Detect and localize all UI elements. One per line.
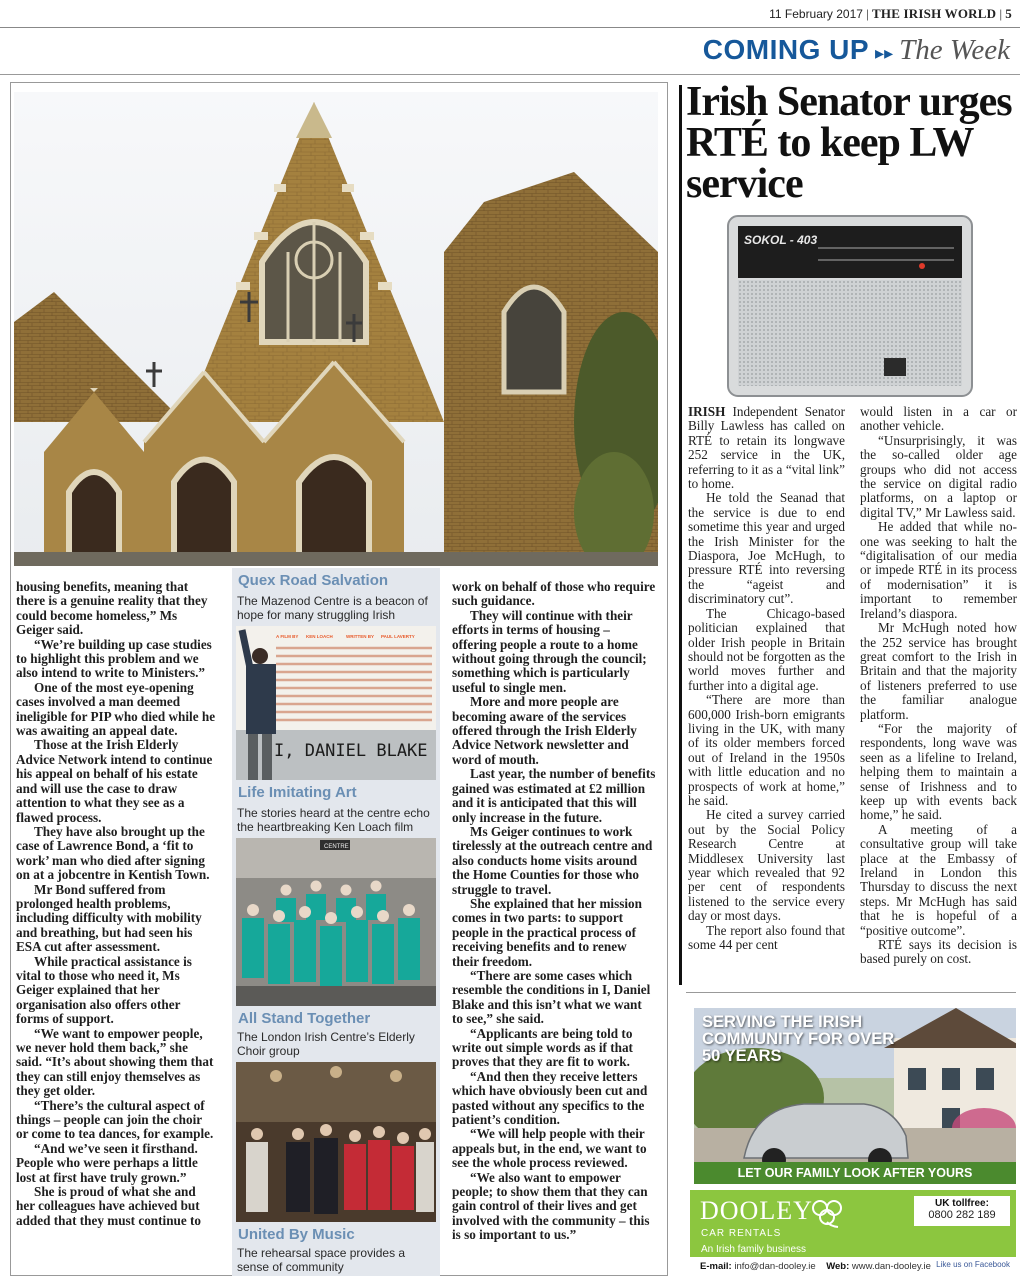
ad-headline: SERVING THE IRISH COMMUNITY FOR OVER 50 YEARS — [702, 1013, 895, 1065]
paragraph: “Applicants are being told to write out simple words as if that proves that they are fit to work. — [452, 1025, 633, 1070]
dooley-ad[interactable] — [690, 1190, 1016, 1276]
sidebar-heading-1: Quex Road Salvation — [238, 572, 389, 589]
serving-ad[interactable] — [694, 1008, 1016, 1184]
paragraph: Last year, the number of benefits gained was estimated at £2 million and it is anticipated that this will only increase in the future. — [452, 766, 656, 825]
paragraph: would listen in a car or another vehicle. — [860, 404, 1017, 434]
paragraph: “There are more than 600,000 Irish-born emigrants living in the UK, with many of its older members forced out of Ireland in the 1950s with little education and no prospects of work at home,” he said. — [688, 692, 845, 808]
section-heading — [703, 34, 1010, 70]
story-headline: Irish Senator urges RTÉ to keep LW service — [686, 79, 1012, 207]
paragraph: While practical assistance is vital to those who need it, Ms Geiger explained that her organisation also offers other forms of support. — [16, 953, 192, 1027]
paragraph: “We will help people with their appeals but, in the end, we want to see the whole process reviewed. — [452, 1126, 647, 1171]
paragraph: “There’s the cultural aspect of things – people can join the choir or come to tea dances, for example. — [16, 1097, 214, 1142]
dooley-subtitle: CAR RENTALS — [701, 1228, 782, 1239]
centre-sign: CENTRE — [324, 844, 349, 850]
dooley-brand: DOOLEY — [700, 1196, 813, 1225]
paragraph: He added that while no-one was seeking to halt the “digitalisation of our media or impede RTÉ in its process of modernisation” it is important to remember Ireland’s diaspora. — [860, 519, 1017, 621]
paragraph: housing benefits, meaning that there is a genuine reality that they could become homeless,” Ms Geiger said. — [16, 579, 208, 638]
radio-photo — [718, 208, 980, 404]
page-number: 5 — [1005, 6, 1012, 21]
paragraph: “There are some cases which resemble the conditions in I, Daniel Blake and this isn’t what we want to see,” she said. — [452, 967, 651, 1027]
choir-illustration — [236, 838, 436, 1006]
paragraph: “For the majority of respondents, long wave was seen as a lifeline to Ireland, helping them to maintain a sense of Irishness and to keep up with events back home,” he said. — [860, 720, 1017, 823]
paragraph: A meeting of a consultative group will take place at the Embassy of Ireland in London this Thursday to discuss the next steps. Mr McHugh has said that he is hopeful of a “positive outcome”. — [860, 821, 1017, 938]
sidebar-heading-4: United By Music — [238, 1226, 355, 1243]
sidebar-heading-3: All Stand Together — [238, 1010, 371, 1027]
tollfree-box — [914, 1196, 1010, 1226]
facebook-icon[interactable]: Like us on Facebook — [936, 1260, 1010, 1269]
paragraph: He told the Seanad that the service is due to end sometime this year and urged the Irish Minister for the Diaspora, Joe McHugh, to pressure RTÉ into reversing the “ageist and discriminatory cut”. — [688, 490, 845, 607]
lead-text: Independent Senator Billy Lawless has called on RTÉ to retain its longwave 252 service in the UK, referring to it as a “vital link” to home. — [688, 404, 846, 492]
feature-column-3 — [452, 580, 656, 1243]
radio-brand: SOKOL - 403 — [744, 233, 818, 247]
choir-photo — [236, 838, 436, 1006]
paragraph: One of the most eye-opening cases involved a man deemed ineligible for PIP who died while he was awaiting an appeal date. — [16, 679, 216, 739]
paragraph: RTÉ says its decision is based purely on cost. — [860, 937, 1017, 967]
paragraph: “We want to empower people, we never hold them back,” she said. “It’s about showing them that they can still enjoy themselves as they get older. — [16, 1025, 214, 1099]
ad-divider — [686, 992, 1016, 993]
publication-name: THE IRISH WORLD — [872, 6, 997, 21]
poster-credit-a: A FILM BY — [276, 634, 299, 639]
issue-date: 11 February 2017 — [769, 7, 863, 21]
story-column-2 — [860, 405, 1017, 967]
web-link[interactable]: www.dan-dooley.ie — [851, 1261, 931, 1272]
radio-illustration — [718, 208, 980, 404]
sidebar-heading-2: Life Imitating Art — [238, 784, 357, 801]
paragraph: work on behalf of those who require such guidance. — [452, 579, 656, 609]
poster-title: I, DANIEL BLAKE — [274, 741, 428, 761]
paragraph: He cited a survey carried out by the Social Policy Research Centre at Middlesex University last year which revealed that 92 per cent of respondents listened to the service every day or most days. — [688, 807, 845, 924]
paragraph: Mr McHugh noted how the 252 service has brought great comfort to the Irish in Britain and that the majority of listeners preferred to use the familiar analogue platform. — [860, 620, 1017, 722]
tollfree-label: UK tollfree: — [935, 1198, 989, 1209]
church-photo — [14, 92, 658, 566]
paragraph: “We’re building up case studies to highlight this problem and we also intend to write to Ministers.” — [16, 636, 212, 681]
paragraph: She explained that her mission comes in two parts: to support people in the practical process of receiving benefits and to renew their freedom. — [452, 895, 642, 969]
double-arrow-icon: ▸▸ — [875, 43, 894, 64]
story-column-1 — [688, 405, 845, 952]
rehearsal-illustration — [236, 1062, 436, 1222]
paragraph — [688, 405, 845, 491]
paragraph: The Chicago-based politician explained that older Irish people in Britain should not be forgotten as the world moves further and further into a digital age. — [688, 605, 845, 693]
ad-slogan: LET OUR FAMILY LOOK AFTER YOURS — [694, 1162, 1016, 1184]
film-poster-illustration — [236, 626, 436, 780]
paragraph: Ms Geiger continues to work tirelessly at the outreach centre and also conducts home visits around the Home Counties for those who struggle to travel. — [452, 823, 653, 897]
sidebar-caption-1: The Mazenod Centre is a beacon of hope for many struggling Irish — [237, 594, 428, 622]
section-subtitle: The Week — [899, 34, 1010, 66]
sidebar-caption-3: The London Irish Centre’s Elderly Choir group — [237, 1030, 415, 1058]
poster-credit-c: WRITTEN BY — [346, 634, 374, 639]
sidebar-caption-2: The stories heard at the centre echo the heartbreaking Ken Loach film — [237, 806, 430, 834]
web-label: Web: — [826, 1261, 850, 1272]
paragraph: Those at the Irish Elderly Advice Network intend to continue his appeal on behalf of his estate and will use the case to draw attention to what they see as a flawed process. — [16, 737, 213, 825]
tollfree-number: 0800 282 189 — [928, 1209, 996, 1221]
poster-credit-d: PAUL LAVERTY — [381, 634, 415, 639]
paragraph: “We also want to empower people; to show them that they can gain control of their lives and get involved with the community – this is so important to us.” — [452, 1169, 650, 1243]
folio-separator-2: | — [999, 6, 1003, 21]
folio — [769, 6, 1012, 22]
paragraph: Mr Bond suffered from prolonged health problems, including difficulty with mobility and breathing, but had seen his ESA cut after assessment. — [16, 881, 202, 955]
lead-word: IRISH — [688, 404, 726, 419]
feature-column-1 — [16, 580, 216, 1228]
section-title: COMING UP — [702, 34, 870, 65]
paragraph: They will continue with their efforts in terms of housing – offering people a route to a home without going through the council; something which is particularly useful to single men. — [452, 607, 647, 695]
paragraph: They have also brought up the case of Lawrence Bond, a ‘fit to work’ man who died after signing on at a jobcentre in Kentish Town. — [16, 823, 210, 883]
paragraph: More and more people are becoming aware of the services offered through the Irish Elderly Advice Network newsletter and word of mouth. — [452, 694, 637, 767]
email-label: E-mail: — [700, 1261, 732, 1272]
page-header-bar — [0, 0, 1020, 28]
folio-separator: | — [866, 6, 869, 21]
email-link[interactable]: info@dan-dooley.ie — [734, 1261, 816, 1272]
shamrock-icon — [808, 1198, 848, 1228]
paragraph: “Unsurprisingly, it was the so-called older age groups who did not access the service on digital radio platforms, on a laptop or digital TV,” Mr Lawless said. — [860, 432, 1017, 520]
photo-sidebar — [232, 568, 440, 1276]
film-poster-photo — [236, 626, 436, 780]
sidebar-caption-4: The rehearsal space provides a sense of community — [237, 1246, 406, 1274]
paragraph: “And then they receive letters which have obviously been cut and pasted without any specifics to the patient’s condition. — [452, 1068, 648, 1128]
paragraph: She is proud of what she and her colleagues have achieved but added that they must continue to — [16, 1184, 202, 1228]
headline-rule — [679, 85, 682, 985]
church-illustration — [14, 92, 658, 566]
poster-credit-b: KEN LOACH — [306, 634, 333, 639]
paragraph: “And we’ve seen it firsthand. People who were perhaps a little lost at first have truly grown.” — [16, 1140, 198, 1185]
paragraph: The report also found that some 44 per cent — [688, 922, 845, 953]
dooley-tagline: An Irish family business — [701, 1244, 807, 1255]
header-divider — [0, 74, 1020, 75]
rehearsal-photo — [236, 1062, 436, 1222]
